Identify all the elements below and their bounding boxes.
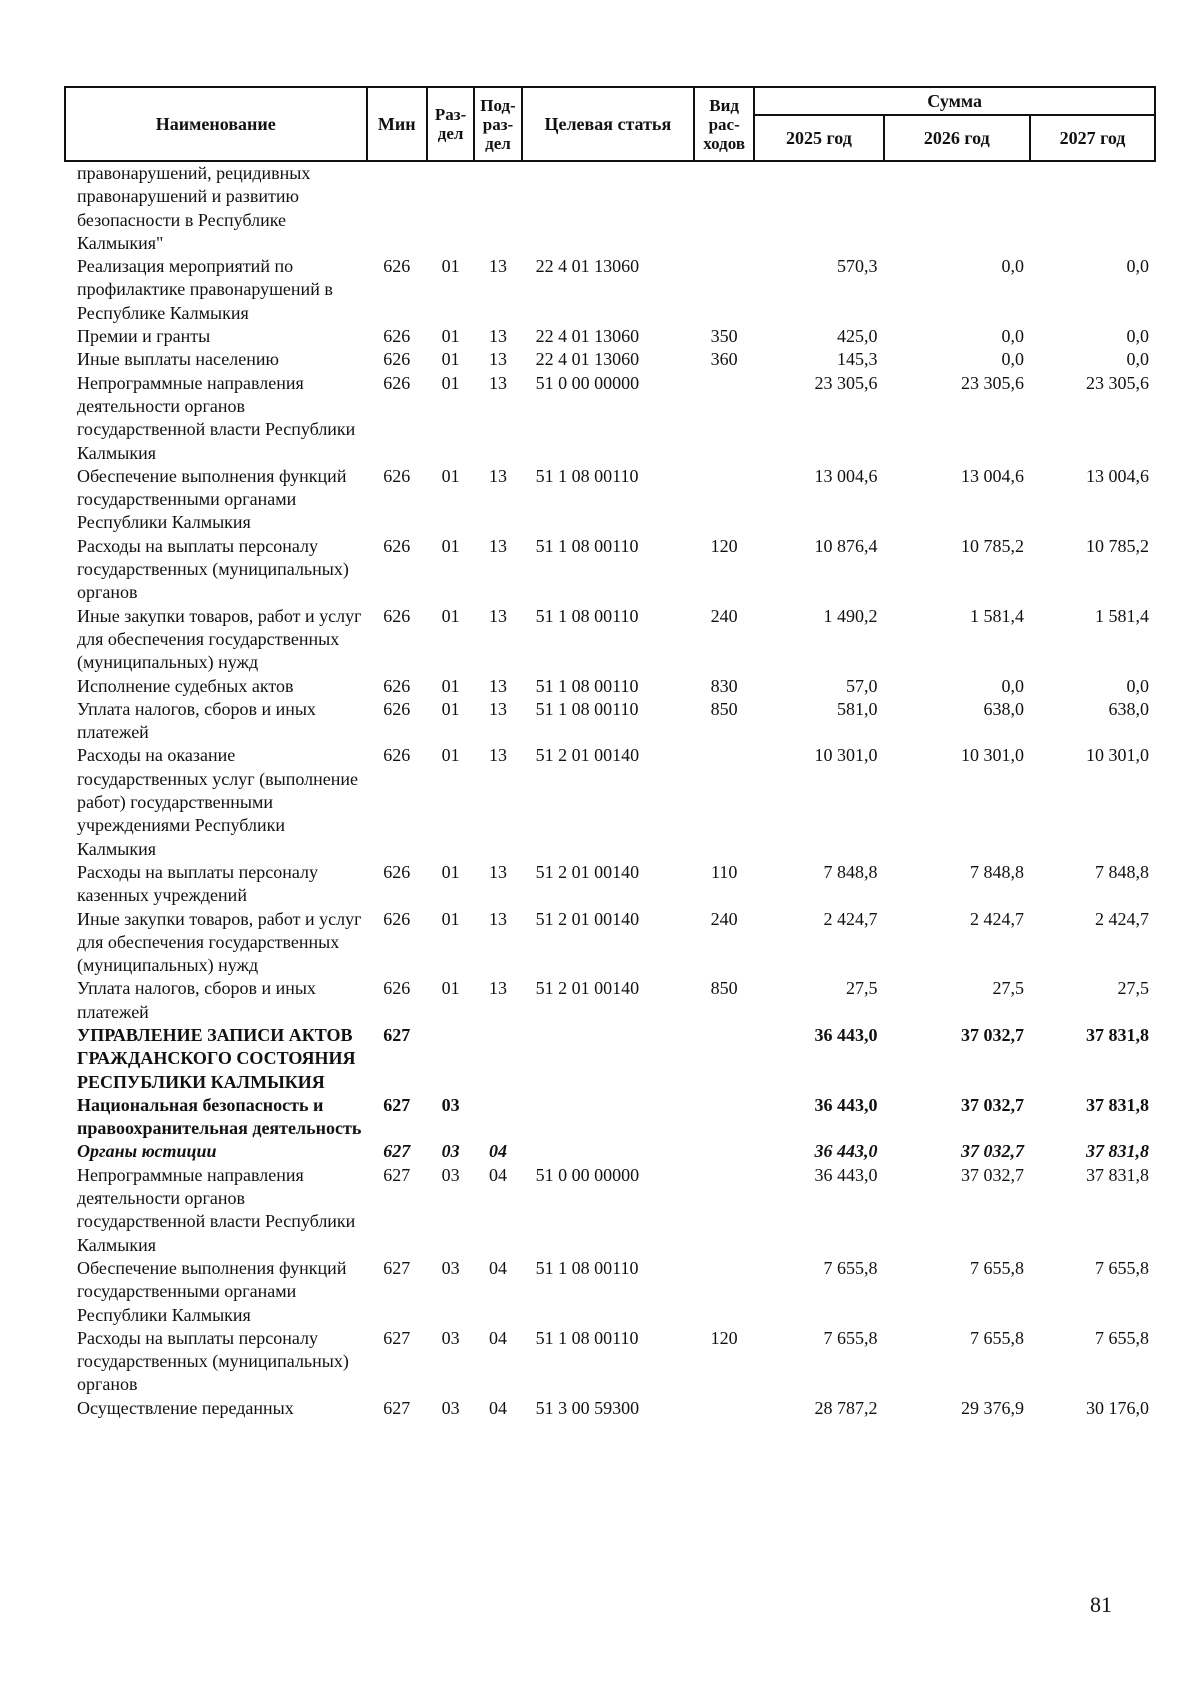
row-target: 51 1 08 00110 (535, 1327, 639, 1348)
row-name: Исполнение судебных актов (77, 675, 294, 696)
row-podrazdel: 04 (488, 1327, 507, 1348)
row-2025: 57,0 (846, 675, 878, 696)
row-min: 626 (383, 605, 411, 626)
row-vid (694, 1140, 754, 1163)
row-2025 (754, 161, 883, 255)
row-target (522, 1094, 694, 1141)
row-2025: 10 876,4 (814, 535, 878, 556)
row-2025: 36 443,0 (814, 1141, 878, 1162)
row-2027: 7 848,8 (1095, 861, 1149, 882)
header-sum: Сумма (754, 87, 1155, 115)
row-min: 627 (383, 1094, 411, 1115)
table-row (65, 605, 1155, 675)
row-podrazdel: 04 (488, 1397, 507, 1418)
row-podrazdel: 13 (488, 535, 507, 556)
row-2026: 10 301,0 (961, 745, 1025, 766)
row-min: 627 (383, 1257, 411, 1278)
row-2027: 27,5 (1117, 978, 1149, 999)
row-2027: 0,0 (1126, 675, 1149, 696)
row-podrazdel: 13 (488, 861, 507, 882)
row-2025: 36 443,0 (814, 1164, 878, 1185)
table-row (65, 255, 1155, 325)
row-razdel (427, 1024, 474, 1094)
header-razdel: Раз-дел (427, 87, 474, 161)
row-name: Уплата налогов, сборов и иных платежей (77, 698, 316, 743)
row-vid (694, 161, 754, 255)
row-2025: 36 443,0 (814, 1024, 878, 1045)
row-2025: 1 490,2 (823, 605, 878, 626)
table-row (65, 698, 1155, 745)
row-target: 51 1 08 00110 (535, 535, 639, 556)
row-target (522, 1140, 694, 1163)
row-vid: 240 (710, 908, 738, 929)
row-podrazdel: 04 (488, 1164, 507, 1185)
table-row (65, 744, 1155, 860)
row-vid: 850 (710, 978, 738, 999)
row-podrazdel: 13 (488, 675, 507, 696)
row-razdel: 03 (441, 1094, 460, 1115)
row-2026: 13 004,6 (961, 465, 1025, 486)
row-podrazdel: 13 (488, 605, 507, 626)
row-2027: 37 831,8 (1086, 1141, 1149, 1162)
row-vid (694, 1164, 754, 1257)
row-vid (694, 1024, 754, 1094)
row-razdel: 01 (441, 372, 460, 393)
row-2026: 7 848,8 (970, 861, 1025, 882)
row-min: 626 (383, 908, 411, 929)
table-row (65, 465, 1155, 535)
row-razdel: 01 (441, 605, 460, 626)
row-min (367, 161, 427, 255)
row-vid: 120 (710, 535, 738, 556)
row-2026: 37 032,7 (961, 1141, 1025, 1162)
row-vid: 360 (710, 349, 738, 370)
row-target: 51 2 01 00140 (535, 861, 640, 882)
table-row (65, 1327, 1155, 1397)
table-row (65, 1094, 1155, 1141)
row-razdel: 01 (441, 675, 460, 696)
row-podrazdel: 13 (488, 908, 507, 929)
row-2025: 581,0 (837, 698, 878, 719)
table-row (65, 161, 1155, 255)
row-2026 (884, 161, 1030, 255)
row-2025: 7 655,8 (823, 1257, 878, 1278)
row-min: 626 (383, 675, 411, 696)
row-2027: 638,0 (1108, 698, 1149, 719)
row-2027: 7 655,8 (1095, 1327, 1149, 1348)
row-name: Осуществление переданных (77, 1397, 294, 1418)
row-podrazdel: 04 (488, 1257, 507, 1278)
header-name: Наименование (65, 87, 367, 161)
row-vid (694, 1397, 754, 1420)
row-podrazdel: 13 (488, 978, 507, 999)
row-target: 51 1 08 00110 (535, 698, 639, 719)
row-podrazdel: 13 (488, 698, 507, 719)
table-row (65, 348, 1155, 371)
row-2027: 13 004,6 (1086, 465, 1149, 486)
table-row (65, 977, 1155, 1024)
row-target: 22 4 01 13060 (535, 326, 640, 347)
row-name: Иные выплаты населению (77, 349, 279, 370)
row-min: 627 (383, 1141, 411, 1162)
header-2025: 2025 год (754, 115, 883, 161)
row-min: 627 (383, 1024, 411, 1045)
row-razdel: 03 (441, 1141, 460, 1162)
row-name: Непрограммные направления деятельности органов государственной власти Республики Калмыкия (77, 1164, 356, 1255)
row-name: Иные закупки товаров, работ и услуг для обеспечения государственных (муниципальных) нужд (77, 605, 362, 673)
row-2025: 425,0 (837, 326, 878, 347)
row-2027: 37 831,8 (1086, 1164, 1149, 1185)
row-podrazdel: 13 (488, 372, 507, 393)
table-row (65, 372, 1155, 465)
row-podrazdel: 13 (488, 256, 507, 277)
row-name: Иные закупки товаров, работ и услуг для обеспечения государственных (муниципальных) нужд (77, 908, 362, 976)
row-razdel: 01 (441, 326, 460, 347)
row-podrazdel: 13 (488, 326, 507, 347)
row-podrazdel (474, 161, 521, 255)
row-min: 626 (383, 978, 411, 999)
row-2025: 570,3 (837, 256, 878, 277)
table-row (65, 675, 1155, 698)
row-2026: 7 655,8 (970, 1327, 1025, 1348)
row-2026: 0,0 (1001, 349, 1025, 370)
row-name: Органы юстиции (77, 1141, 217, 1162)
row-target: 51 1 08 00110 (535, 1257, 639, 1278)
row-2026: 1 581,4 (970, 605, 1025, 626)
row-name: Обеспечение выполнения функций государственными органами Республики Калмыкия (77, 1257, 347, 1325)
row-2027: 23 305,6 (1086, 372, 1149, 393)
row-2025: 10 301,0 (814, 745, 878, 766)
row-target: 51 3 00 59300 (535, 1397, 640, 1418)
row-razdel: 03 (441, 1257, 460, 1278)
row-vid (694, 744, 754, 860)
row-name: Расходы на выплаты персоналу казенных учреждений (77, 861, 318, 906)
row-2026: 37 032,7 (961, 1164, 1025, 1185)
row-vid: 240 (710, 605, 738, 626)
row-razdel: 01 (441, 256, 460, 277)
row-name: Расходы на выплаты персоналу государственных (муниципальных) органов (77, 1327, 349, 1395)
row-2026: 7 655,8 (970, 1257, 1025, 1278)
row-min: 626 (383, 326, 411, 347)
row-razdel: 01 (441, 908, 460, 929)
row-name: Обеспечение выполнения функций государственными органами Республики Калмыкия (77, 465, 347, 533)
row-2025: 28 787,2 (814, 1397, 878, 1418)
row-target: 22 4 01 13060 (535, 349, 640, 370)
row-2025: 13 004,6 (814, 465, 878, 486)
budget-table (64, 86, 1156, 1420)
row-2025: 7 655,8 (823, 1327, 878, 1348)
row-2026: 638,0 (983, 698, 1025, 719)
row-target: 51 0 00 00000 (535, 372, 640, 393)
row-2026: 2 424,7 (970, 908, 1025, 929)
row-target: 51 2 01 00140 (535, 978, 640, 999)
row-vid: 120 (710, 1327, 738, 1348)
row-2027: 10 785,2 (1086, 535, 1149, 556)
row-2026: 37 032,7 (961, 1024, 1025, 1045)
row-2027: 0,0 (1126, 326, 1149, 347)
row-2027: 0,0 (1126, 349, 1149, 370)
table-header (65, 87, 1155, 161)
row-2027: 10 301,0 (1086, 745, 1149, 766)
row-name: Уплата налогов, сборов и иных платежей (77, 978, 316, 1022)
row-2025: 36 443,0 (814, 1094, 878, 1115)
row-razdel: 03 (441, 1397, 460, 1418)
table-row (65, 325, 1155, 348)
row-min: 627 (383, 1327, 411, 1348)
row-min: 626 (383, 256, 411, 277)
row-vid: 110 (710, 861, 738, 882)
row-2025: 7 848,8 (823, 861, 878, 882)
row-vid: 350 (710, 326, 738, 347)
row-name: Расходы на выплаты персоналу государственных (муниципальных) органов (77, 535, 349, 603)
row-2025: 23 305,6 (814, 372, 878, 393)
table-row (65, 908, 1155, 978)
header-min: Мин (367, 87, 427, 161)
row-razdel: 03 (441, 1164, 460, 1185)
row-name: Реализация мероприятий по профилактике правонарушений в Республике Калмыкия (77, 256, 333, 323)
header-2026: 2026 год (884, 115, 1030, 161)
row-2026: 23 305,6 (961, 372, 1025, 393)
row-target: 51 0 00 00000 (535, 1164, 640, 1185)
row-2025: 27,5 (846, 978, 878, 999)
row-name: Непрограммные направления деятельности органов государственной власти Республики Калмыкия (77, 372, 356, 463)
table-row (65, 535, 1155, 605)
row-podrazdel: 13 (488, 349, 507, 370)
table-row (65, 1164, 1155, 1257)
row-razdel: 01 (441, 861, 460, 882)
row-vid (694, 465, 754, 535)
row-razdel: 01 (441, 698, 460, 719)
row-2026: 0,0 (1001, 675, 1025, 696)
page-number: 81 (1090, 1592, 1112, 1617)
row-min: 626 (383, 372, 411, 393)
row-name: УПРАВЛЕНИЕ ЗАПИСИ АКТОВ ГРАЖДАНСКОГО СОСТОЯНИЯ РЕСПУБЛИКИ КАЛМЫКИЯ (77, 1024, 356, 1092)
table-row (65, 1140, 1155, 1163)
row-vid: 850 (710, 698, 738, 719)
row-min: 626 (383, 465, 411, 486)
row-vid (694, 1257, 754, 1327)
row-podrazdel (474, 1024, 521, 1094)
row-razdel: 01 (441, 978, 460, 999)
row-name: Национальная безопасность и правоохранительная деятельность (77, 1094, 362, 1139)
table-row (65, 861, 1155, 908)
row-2026: 0,0 (1001, 256, 1025, 277)
row-min: 627 (383, 1164, 411, 1185)
row-2026: 27,5 (992, 978, 1025, 999)
row-2026: 37 032,7 (961, 1094, 1025, 1115)
row-target: 51 2 01 00140 (535, 908, 640, 929)
table-body (65, 161, 1155, 1420)
row-2026: 29 376,9 (961, 1397, 1025, 1418)
row-podrazdel: 13 (488, 745, 507, 766)
row-2027: 30 176,0 (1086, 1397, 1149, 1418)
row-2025: 145,3 (837, 349, 878, 370)
row-podrazdel: 04 (488, 1141, 507, 1162)
row-target: 51 1 08 00110 (535, 465, 639, 486)
row-razdel: 01 (441, 745, 460, 766)
row-razdel: 01 (441, 349, 460, 370)
table-row (65, 1024, 1155, 1094)
row-target (522, 1024, 694, 1094)
table-row (65, 1397, 1155, 1420)
row-min: 627 (383, 1397, 411, 1418)
row-2026: 0,0 (1001, 326, 1025, 347)
row-2027: 7 655,8 (1095, 1257, 1149, 1278)
row-min: 626 (383, 745, 411, 766)
header-vid: Вид рас-ходов (694, 87, 754, 161)
row-target: 51 1 08 00110 (535, 675, 639, 696)
row-target: 51 1 08 00110 (535, 605, 639, 626)
row-2027: 0,0 (1126, 256, 1149, 277)
row-podrazdel (474, 1094, 521, 1141)
row-2026: 10 785,2 (961, 535, 1025, 556)
row-2025: 2 424,7 (823, 908, 878, 929)
row-min: 626 (383, 861, 411, 882)
row-razdel: 01 (441, 535, 460, 556)
row-2027: 1 581,4 (1095, 605, 1149, 626)
header-target: Целевая статья (522, 87, 694, 161)
row-name: Премии и гранты (77, 326, 211, 347)
row-razdel: 03 (441, 1327, 460, 1348)
row-vid (694, 1094, 754, 1141)
row-min: 626 (383, 535, 411, 556)
row-vid (694, 372, 754, 465)
row-target (522, 161, 694, 255)
row-2027 (1030, 161, 1155, 255)
row-2027: 2 424,7 (1095, 908, 1149, 929)
row-2027: 37 831,8 (1086, 1024, 1149, 1045)
header-2027: 2027 год (1030, 115, 1155, 161)
row-min: 626 (383, 698, 411, 719)
header-podrazdel: Под-раз-дел (474, 87, 521, 161)
row-2027: 37 831,8 (1086, 1094, 1149, 1115)
row-vid (694, 255, 754, 325)
table-row (65, 1257, 1155, 1327)
row-razdel (427, 161, 474, 255)
row-min: 626 (383, 349, 411, 370)
row-target: 22 4 01 13060 (535, 256, 640, 277)
row-razdel: 01 (441, 465, 460, 486)
row-name: правонарушений, рецидивных правонарушений и развитию безопасности в Республике Калмыкия" (77, 163, 311, 253)
row-vid: 830 (710, 675, 738, 696)
row-podrazdel: 13 (488, 465, 507, 486)
row-name: Расходы на оказание государственных услуг (выполнение работ) государственными учреждениями Республики Калмыкия (77, 745, 358, 859)
row-target: 51 2 01 00140 (535, 745, 640, 766)
